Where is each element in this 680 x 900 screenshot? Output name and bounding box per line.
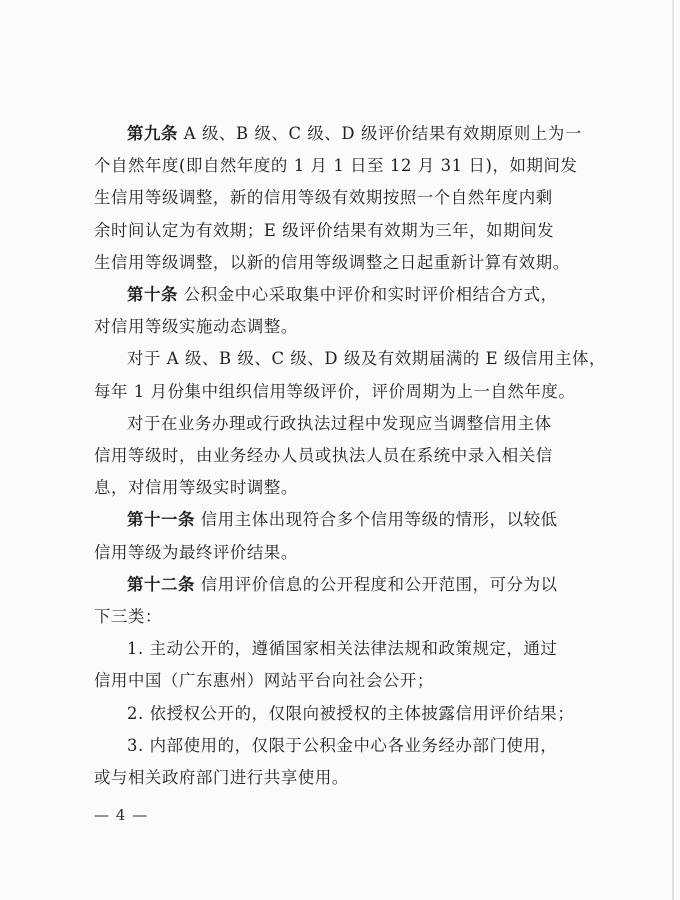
page-number: — 4 — — [94, 806, 149, 824]
article-12-item-3-line-1: 3. 内部使用的，仅限于公积金中心各业务经办部门使用， — [127, 735, 558, 755]
article-12-item-2 — [94, 698, 586, 730]
article-9-line-1: 第九条 A 级、B 级、C 级、D 级评价结果有效期原则上为一 — [127, 124, 582, 143]
article-10-p2-line-2: 每年 1 月份集中组织信用等级评价，评价周期为上一自然年度。 — [94, 381, 576, 401]
article-9-line-3: 生信用等级调整，新的信用等级有效期按照一个自然年度内剩 — [94, 188, 553, 208]
article-12-item-2-line-1: 2. 依授权公开的，仅限向被授权的主体披露信用评价结果； — [127, 703, 575, 723]
article-9 — [94, 118, 586, 279]
article-12-item-3-line-2: 或与相关政府部门进行共享使用。 — [94, 768, 349, 788]
article-10-p3-line-2: 信用等级时，由业务经办人员或执法人员在系统中录入相关信 — [94, 446, 553, 466]
article-12-item-1-line-2: 信用中国（广东惠州）网站平台向社会公开； — [94, 671, 434, 691]
article-12-heading: 第十二条 — [127, 574, 195, 594]
article-10 — [94, 279, 586, 343]
article-11-heading: 第十一条 — [127, 510, 195, 530]
document-body — [94, 118, 606, 794]
article-10-p3-line-1: 对于在业务办理或行政执法过程中发现应当调整信用主体 — [127, 413, 552, 433]
article-12-item-1 — [94, 633, 586, 697]
article-10-p3-line-3: 息，对信用等级实时调整。 — [94, 478, 298, 498]
article-12-item-1-line-1: 1. 主动公开的，遵循国家相关法律法规和政策规定，通过 — [127, 639, 558, 659]
article-11-line-1: 第十一条 信用主体出现符合多个信用等级的情形，以较低 — [127, 510, 558, 530]
page-edge-shadow — [672, 0, 674, 900]
article-9-line-5: 生信用等级调整，以新的信用等级调整之日起重新计算有效期。 — [94, 252, 570, 272]
article-10-line-2: 对信用等级实施动态调整。 — [94, 317, 298, 337]
article-10-paragraph-3 — [94, 408, 586, 505]
article-10-p2-line-1: 对于 A 级、B 级、C 级、D 级及有效期届满的 E 级信用主体， — [127, 349, 606, 369]
article-12-line-2: 下三类： — [94, 607, 162, 627]
article-9-line-2: 个自然年度(即自然年度的 1 月 1 日至 12 月 31 日)，如期间发 — [94, 156, 578, 176]
article-11 — [94, 504, 586, 568]
article-10-heading: 第十条 — [127, 285, 178, 305]
article-12 — [94, 569, 586, 633]
article-12-item-3 — [94, 730, 586, 794]
article-12-line-1: 第十二条 信用评价信息的公开程度和公开范围，可分为以 — [127, 574, 558, 594]
article-9-line-4: 余时间认定为有效期；E 级评价结果有效期为三年，如期间发 — [94, 220, 555, 240]
article-10-paragraph-2 — [94, 343, 606, 407]
article-9-heading: 第九条 — [127, 124, 178, 143]
article-10-line-1: 第十条 公积金中心采取集中评价和实时评价相结合方式， — [127, 285, 558, 305]
article-11-line-2: 信用等级为最终评价结果。 — [94, 542, 298, 562]
